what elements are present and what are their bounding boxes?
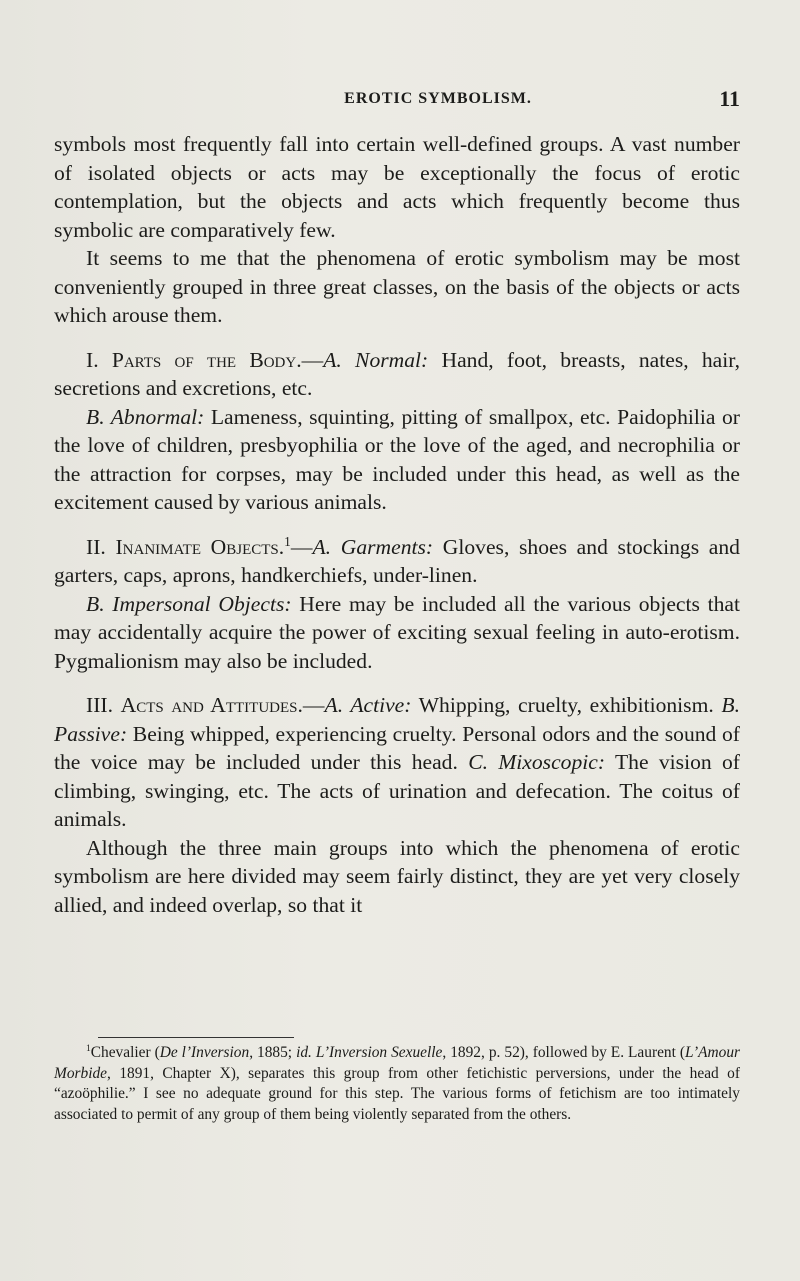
- section-numeral: I.: [86, 347, 99, 372]
- footnote-part: Chevalier (: [90, 1044, 160, 1061]
- dash: —: [301, 347, 324, 372]
- footnote-number: 1: [86, 1042, 91, 1054]
- footnote: [54, 1043, 740, 1125]
- section-heading: Inanimate Objects.: [115, 534, 285, 559]
- body-text: [54, 130, 740, 919]
- running-title: EROTIC SYMBOLISM.: [344, 90, 532, 107]
- subsection-label: B. Impersonal Objects:: [86, 591, 292, 616]
- paragraph-overlap: Although the three main groups into which the phenomena of erotic symbolism are here divided may seem fairly distinct, they are yet very closely allied, and indeed overlap, so that it: [54, 835, 740, 917]
- subsection-label: A. Active:: [324, 693, 412, 717]
- footnote-title: De l’Inversion: [159, 1044, 250, 1061]
- subsection-text: Hand, foot, breasts, nates, hair, secretions and excretions, etc.: [54, 347, 740, 400]
- section-inanimate-objects: [54, 533, 740, 590]
- footnote-part: , 1891, Chapter X), separates this group from other fetichistic perversions, under the head of “azoöphilie.” I see no adequate ground for this step. The various forms of fetichism are too intimately associated to permit of any group of them being violently separated from the others.: [54, 1064, 740, 1123]
- subsection-text: Gloves, shoes and stockings and garters, caps, aprons, handkerchiefs, under-linen.: [54, 534, 740, 587]
- page-header: [136, 86, 740, 112]
- subsection-text: Being whipped, experiencing cruelty. Personal odors and the sound of the voice may be included under this head.: [54, 721, 740, 774]
- section-acts-and-attitudes: [54, 691, 740, 834]
- subsection-label: A. Garments:: [312, 534, 434, 559]
- footnote-part: , 1885;: [249, 1044, 297, 1061]
- subsection-text: The vision of climbing, swinging, etc. The acts of urination and defecation. The coitus of animals.: [54, 750, 740, 831]
- paragraph-classification: It seems to me that the phenomena of erotic symbolism may be most conveniently grouped in three great classes, on the basis of the objects or acts which arouse them.: [54, 246, 740, 327]
- subsection-text: Lameness, squinting, pitting of smallpox, etc. Paidophilia or the love of children, presbyophilia or the love of the aged, and necrophilia or the attraction for corpses, may be included under this head, as well as the excitement caused by various animals.: [54, 404, 740, 514]
- dash: —: [302, 693, 325, 717]
- subsection-text: Whipping, cruelty, exhibitionism.: [411, 693, 722, 717]
- footnote-marker: 1: [284, 533, 291, 549]
- dash: —: [290, 534, 313, 559]
- subsection-label: B. Abnormal:: [86, 404, 205, 429]
- section-numeral: III.: [86, 693, 113, 717]
- section-numeral: II.: [86, 534, 106, 559]
- subsection-text: Here may be included all the various objects that may accidentally acquire the power of exciting sexual feeling in auto-erotism. Pygmalionism may also be included.: [54, 591, 741, 673]
- subsection-impersonal-objects: [54, 590, 740, 676]
- section-heading: Parts of the Body.: [111, 347, 302, 372]
- section-heading: Acts and Attitudes.: [120, 693, 303, 717]
- footnote-part: , 1892, p. 52), followed by E. Laurent (: [442, 1044, 685, 1061]
- footnote-text: [54, 1043, 740, 1125]
- subsection-label: A. Normal:: [323, 347, 429, 372]
- subsection-label: C. Mixoscopic:: [468, 750, 606, 774]
- page-number: 11: [719, 86, 740, 111]
- paragraph-intro: symbols most frequently fall into certain well-defined groups. A vast number of isolated objects or acts may be exceptionally the focus of erotic contemplation, but the objects and acts which frequently become thus symbolic are comparatively few.: [54, 132, 740, 242]
- footnote-title: L’Amour Morbide: [54, 1044, 741, 1082]
- section-parts-of-body: [54, 346, 740, 403]
- subsection-label: B. Passive:: [54, 693, 740, 746]
- footnote-rule: [98, 1037, 294, 1038]
- subsection-abnormal: [54, 403, 740, 517]
- footnote-title: id. L’Inversion Sexuelle: [296, 1044, 443, 1061]
